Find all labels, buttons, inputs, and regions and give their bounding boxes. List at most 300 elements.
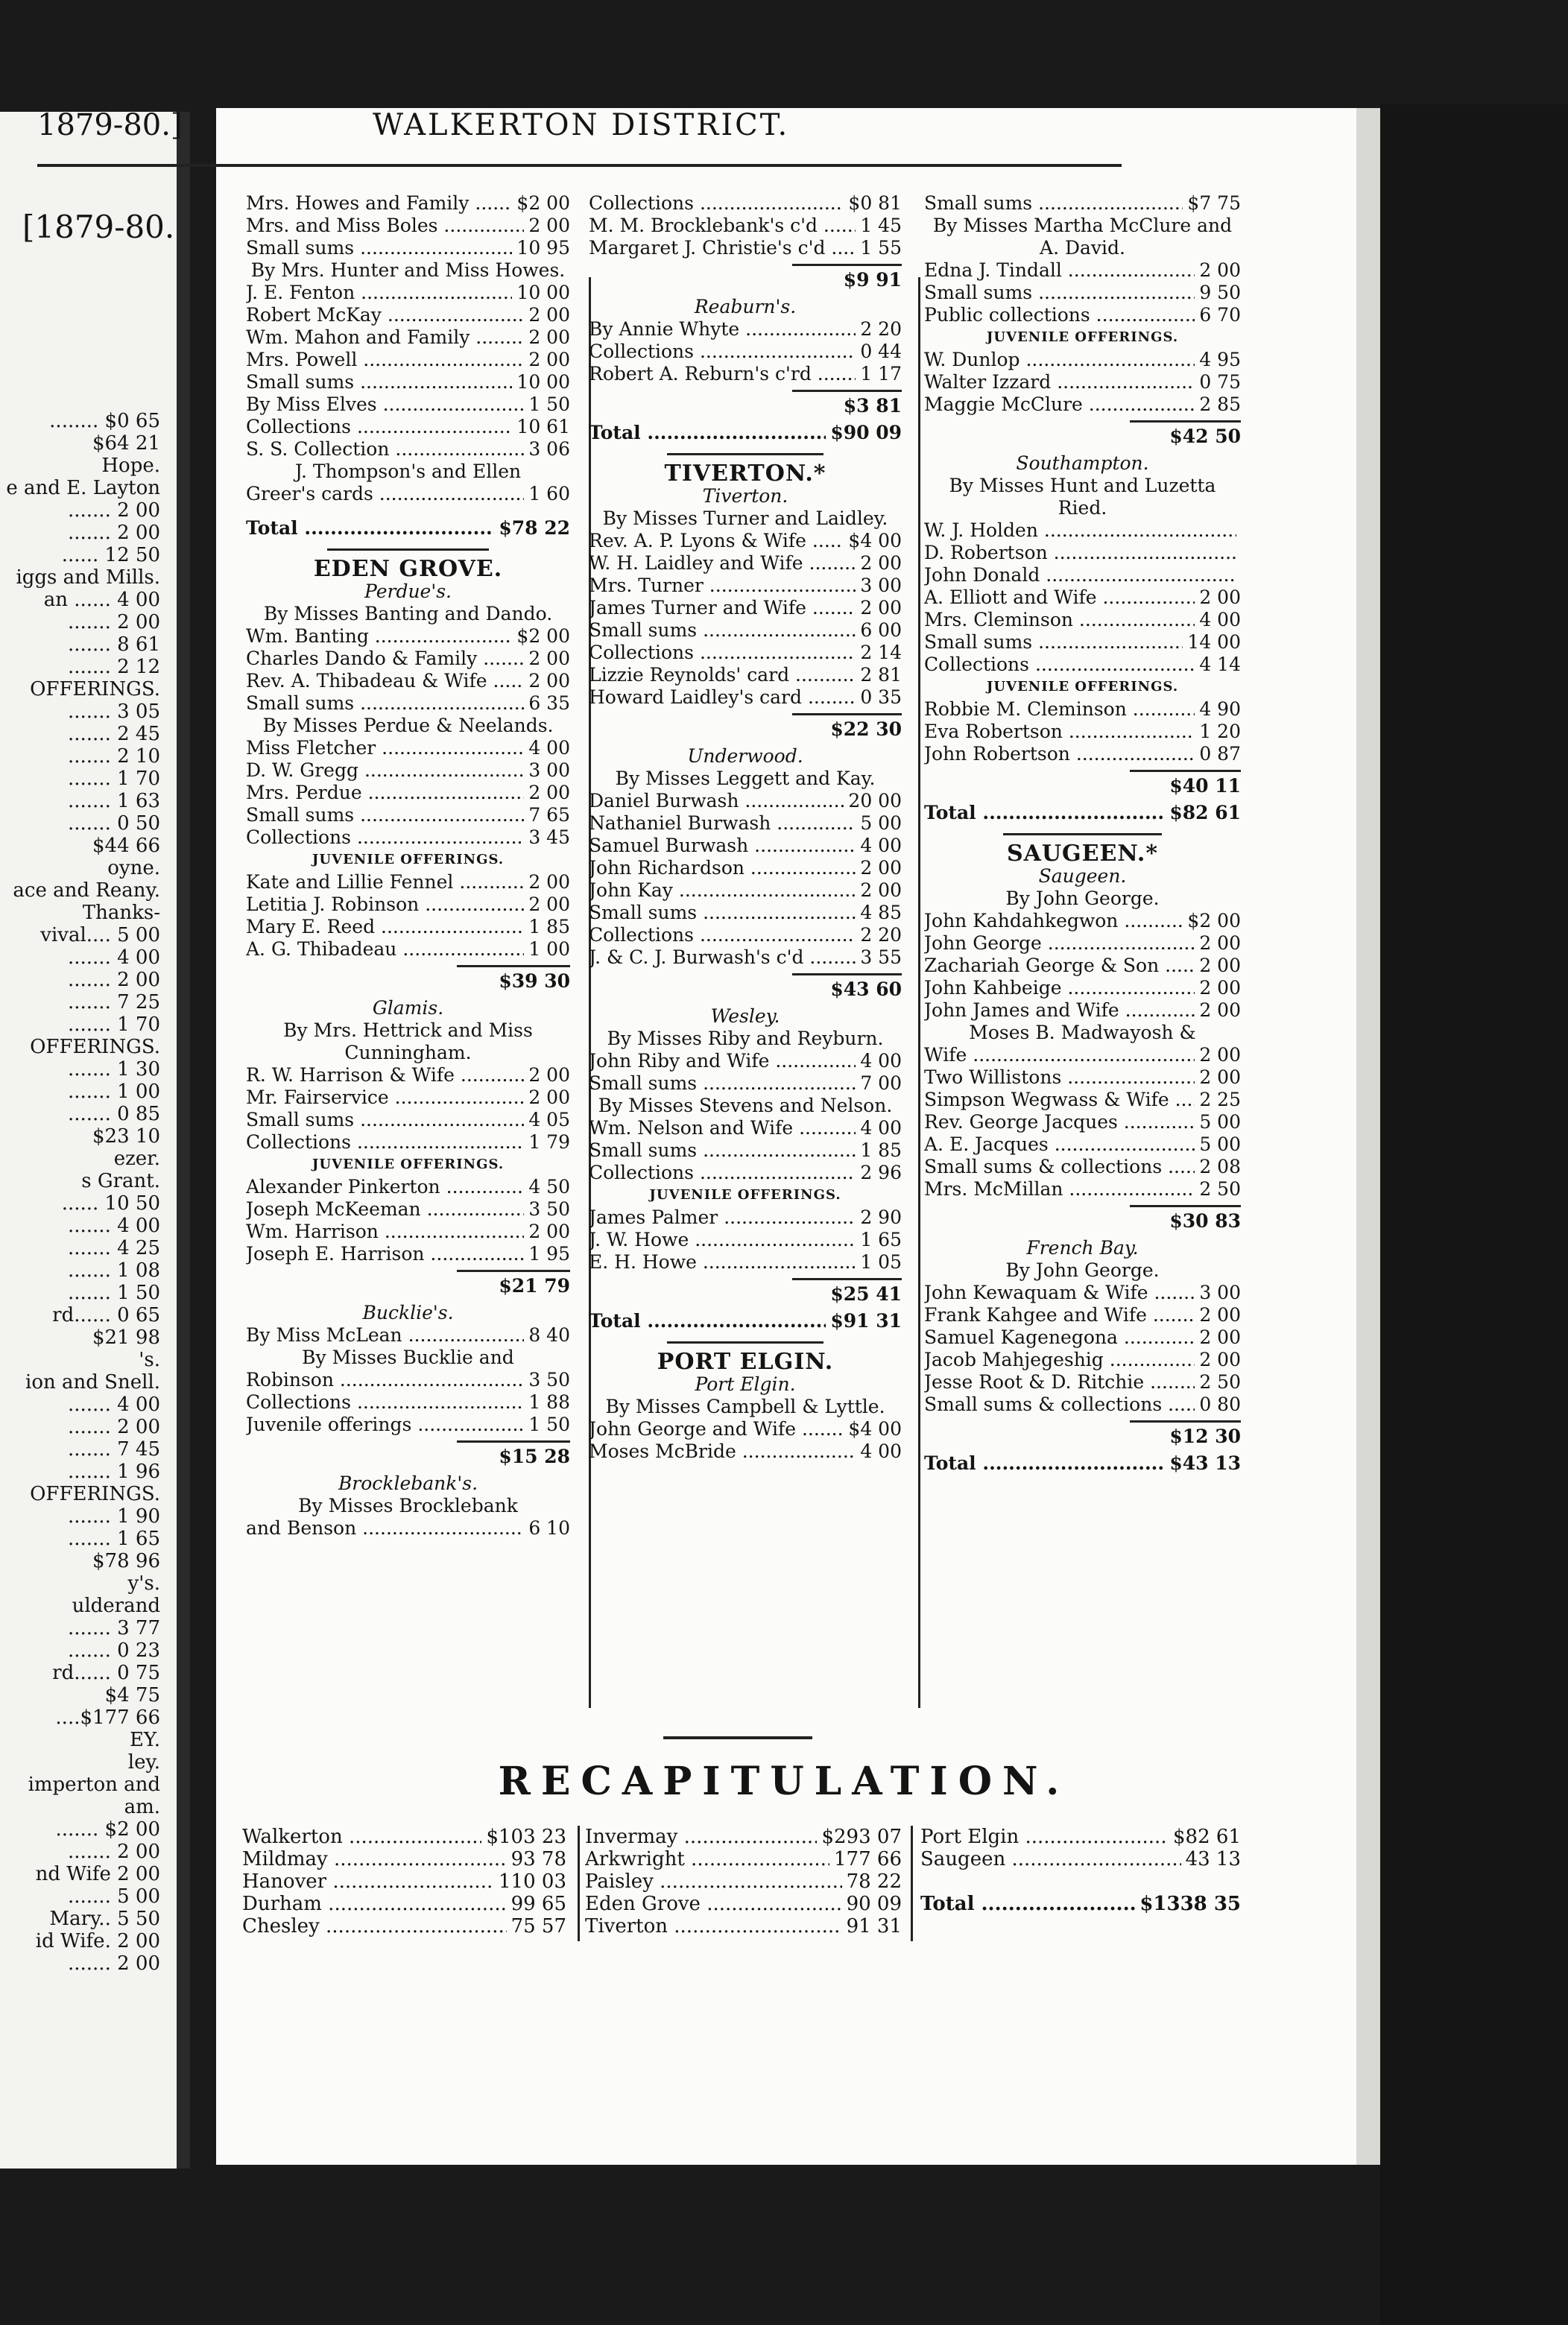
- page-number: 53: [1511, 108, 1549, 142]
- left-page-line: Thanks-: [82, 902, 160, 924]
- ledger-row: [246, 1198, 570, 1221]
- circuit-heading: EDEN GROVE.: [313, 556, 503, 582]
- entry-label: D. Robertson .....: [924, 542, 1236, 564]
- entry-label: James Turner and Wife .....: [589, 597, 856, 619]
- entry-amount: 2 25: [1199, 1089, 1241, 1110]
- ledger-row: [924, 1044, 1241, 1066]
- entry-label: Collections .....: [589, 924, 856, 946]
- entry-amount: 14 00: [1187, 631, 1241, 653]
- left-page-line: ley.: [127, 1751, 160, 1774]
- entry-label: R. W. Harrison & Wife .....: [246, 1064, 524, 1086]
- entry-amount: 7 65: [528, 804, 570, 826]
- entry-amount: 4 85: [860, 902, 902, 923]
- page-edge: [1356, 108, 1380, 2165]
- left-page-line: $64 21: [92, 432, 160, 455]
- entry-amount: 1 20: [1199, 721, 1241, 742]
- entry-label: A. E. Jacques .....: [924, 1133, 1195, 1156]
- entry-amount: 3 45: [528, 826, 570, 848]
- ledger-row: [246, 826, 570, 849]
- left-page-line: Mary.. 5 50: [49, 1908, 160, 1930]
- recap-amount: 93 78: [510, 1848, 566, 1870]
- subtotal: $25 41: [792, 1278, 902, 1306]
- entry-label: W. H. Laidley and Wife .....: [589, 552, 856, 575]
- entry-amount: 2 00: [528, 670, 570, 692]
- ledger-row: [924, 609, 1241, 631]
- entry-label: By Annie Whyte .....: [589, 318, 856, 341]
- entry-label: Rev. A. Thibadeau & Wife .....: [246, 670, 524, 692]
- entry-amount: 4 14: [1199, 654, 1241, 675]
- recap-label: Chesley .....: [242, 1915, 507, 1938]
- entry-label: Miss Fletcher .....: [246, 737, 524, 759]
- ledger-row: [589, 664, 902, 686]
- entry-amount: 2 14: [860, 642, 902, 663]
- recap-row: [920, 1870, 1241, 1893]
- left-page-line: am.: [124, 1796, 160, 1818]
- entry-amount: 1 95: [528, 1243, 570, 1265]
- entry-amount: 1 50: [528, 393, 570, 415]
- ledger-row: [246, 371, 570, 393]
- ledger-row: [924, 1326, 1241, 1349]
- entry-amount: 2 00: [528, 1086, 570, 1108]
- entry-amount: 2 00: [1199, 1326, 1241, 1348]
- juvenile-offerings-label: JUVENILE OFFERINGS.: [312, 852, 505, 867]
- entry-label: J. E. Fenton .....: [246, 282, 512, 304]
- ledger-row: [589, 318, 902, 341]
- ledger-row: [589, 879, 902, 902]
- entry-label: Jesse Root & D. Ritchie .....: [924, 1371, 1195, 1394]
- left-page-line: ....... 1 90: [67, 1505, 160, 1528]
- section-rule: [667, 1341, 823, 1344]
- ledger-row: [924, 1371, 1241, 1394]
- section-rule: [327, 548, 490, 551]
- circuit-heading: PORT ELGIN.: [657, 1349, 834, 1375]
- ledger-row: [924, 304, 1241, 326]
- entry-label: Robert A. Reburn's c'rd .....: [589, 363, 856, 385]
- entry-amount: $78 22: [499, 517, 570, 539]
- ledger-row: [246, 759, 570, 782]
- entry-amount: 10 95: [516, 237, 570, 259]
- entry-amount: $90 09: [830, 422, 902, 443]
- ledger-row: [924, 564, 1241, 586]
- entry-amount: 2 00: [1199, 259, 1241, 281]
- collector-note: By Misses Brocklebank: [298, 1495, 518, 1516]
- ledger-row: [246, 1414, 570, 1436]
- recap-label: Invermay .....: [585, 1826, 817, 1848]
- entry-label: E. H. Howe .....: [589, 1251, 856, 1274]
- ledger-row: [924, 1349, 1241, 1371]
- ledger-row: [589, 642, 902, 664]
- ledger-row: [589, 857, 902, 879]
- recap-label: Hanover .....: [242, 1870, 494, 1893]
- entry-label: Collections .....: [589, 1162, 856, 1184]
- recap-column-2: [585, 1826, 902, 1938]
- entry-label: Letitia J. Robinson .....: [246, 893, 524, 916]
- ledger-row: [589, 790, 902, 812]
- entry-amount: 2 85: [1199, 393, 1241, 415]
- collector-note: J. Thompson's and Ellen: [294, 461, 522, 482]
- juvenile-offerings-label: JUVENILE OFFERINGS.: [986, 329, 1179, 345]
- entry-label: Juvenile offerings .....: [246, 1414, 524, 1436]
- column-rule-2: [918, 277, 920, 1708]
- recap-amount: 91 31: [846, 1915, 902, 1938]
- left-page-line: $78 96: [92, 1550, 160, 1572]
- ledger-row: [589, 215, 902, 237]
- entry-amount: 2 00: [528, 215, 570, 236]
- circuit-heading: TIVERTON.*: [664, 461, 826, 487]
- entry-amount: 2 20: [860, 924, 902, 946]
- entry-amount: 1 85: [528, 916, 570, 937]
- entry-label: Small sums .....: [246, 1109, 524, 1131]
- ledger-row: [246, 1243, 570, 1265]
- entry-label: Collections .....: [589, 341, 856, 363]
- entry-label: Small sums .....: [924, 192, 1183, 215]
- entry-amount: 3 00: [860, 575, 902, 596]
- recap-label: Tiverton .....: [585, 1915, 842, 1938]
- ledger-row: [589, 1072, 902, 1095]
- recap-row: [242, 1893, 566, 1915]
- circuit-subheading: Bucklie's.: [362, 1302, 454, 1323]
- entry-amount: 1 85: [860, 1139, 902, 1161]
- entry-amount: 2 00: [1199, 1044, 1241, 1066]
- collector-note: By John George.: [1005, 1259, 1160, 1281]
- left-page-line: iggs and Mills.: [16, 566, 160, 589]
- entry-amount: 10 61: [516, 416, 570, 437]
- subtotal: $43 60: [792, 973, 902, 1001]
- entry-label: Small sums & collections .....: [924, 1394, 1195, 1416]
- collector-note: By Misses Turner and Laidley.: [602, 507, 888, 529]
- left-page-line: ace and Reany.: [13, 879, 160, 902]
- entry-amount: 2 00: [528, 871, 570, 893]
- entry-amount: 0 44: [860, 341, 902, 362]
- entry-label: Total .....: [589, 422, 826, 444]
- ledger-row: [246, 782, 570, 804]
- entry-label: Jacob Mahjegeshig .....: [924, 1349, 1195, 1371]
- ledger-row: [589, 530, 902, 552]
- left-page-line: ....... 1 30: [67, 1058, 160, 1081]
- ledger-row: [924, 1178, 1241, 1201]
- entry-amount: $43 13: [1169, 1452, 1241, 1474]
- left-page-line: id Wife. 2 00: [35, 1930, 160, 1952]
- left-page-line: ....... 2 00: [67, 1416, 160, 1438]
- left-page-header: [1879-80.: [22, 209, 175, 245]
- left-page-line: ....$177 66: [55, 1706, 160, 1729]
- left-page-line: ....... 4 00: [67, 1394, 160, 1416]
- left-page-line: ....... 0 85: [67, 1103, 160, 1125]
- entry-amount: 2 00: [860, 597, 902, 619]
- entry-amount: 6 35: [528, 692, 570, 714]
- entry-amount: 2 00: [1199, 999, 1241, 1021]
- left-page-line: ....... 1 50: [67, 1282, 160, 1304]
- entry-amount: 10 00: [516, 282, 570, 303]
- ledger-row: [246, 625, 570, 648]
- entry-label: Edna J. Tindall .....: [924, 259, 1195, 282]
- entry-label: Nathaniel Burwash .....: [589, 812, 856, 835]
- left-page-line: ....... 1 63: [67, 790, 160, 812]
- entry-amount: 2 90: [860, 1206, 902, 1228]
- left-page-line: ...... 10 50: [61, 1192, 160, 1215]
- entry-label: John Robertson .....: [924, 743, 1195, 765]
- recap-row: [585, 1893, 902, 1915]
- section-rule: [1003, 833, 1162, 835]
- ledger-row: [589, 1418, 902, 1440]
- entry-amount: 4 00: [528, 737, 570, 759]
- left-page-line: $21 98: [92, 1326, 160, 1349]
- left-page-line: ...... 12 50: [61, 544, 160, 566]
- entry-amount: 4 50: [528, 1176, 570, 1198]
- collector-note: By Misses Leggett and Kay.: [615, 768, 876, 789]
- entry-label: John James and Wife .....: [924, 999, 1195, 1022]
- entry-label: Joseph E. Harrison .....: [246, 1243, 524, 1265]
- spacer: [246, 505, 570, 517]
- ledger-row: [246, 192, 570, 215]
- left-page-line: ....... 0 23: [67, 1639, 160, 1662]
- subtotal: $40 11: [1130, 770, 1241, 797]
- left-page-line: ....... $2 00: [55, 1818, 160, 1841]
- ledger-row: [246, 237, 570, 259]
- entry-amount: 10 00: [516, 371, 570, 393]
- circuit-subheading: Southampton.: [1016, 452, 1149, 474]
- entry-amount: 2 00: [1199, 977, 1241, 999]
- ledger-row: [246, 1324, 570, 1347]
- juvenile-offerings-label: JUVENILE OFFERINGS.: [649, 1187, 841, 1203]
- entry-amount: 4 05: [528, 1109, 570, 1130]
- entry-label: Small sums .....: [589, 902, 856, 924]
- ledger-row: [924, 1304, 1241, 1326]
- entry-amount: $7 75: [1187, 192, 1241, 214]
- entry-amount: $82 61: [1169, 802, 1241, 823]
- left-page-line: $4 75: [104, 1684, 160, 1706]
- left-page-line: $44 66: [92, 835, 160, 857]
- ledger-row: [924, 542, 1241, 564]
- column-3: [924, 192, 1241, 1475]
- entry-amount: $2 00: [1187, 910, 1241, 931]
- recap-amount: 78 22: [846, 1870, 902, 1893]
- recap-label: Paisley .....: [585, 1870, 842, 1893]
- column-2: [589, 192, 902, 1463]
- left-page-line: ....... 1 96: [67, 1461, 160, 1483]
- left-page-line: ....... 2 12: [67, 656, 160, 678]
- circuit-subheading: Port Elgin.: [695, 1373, 796, 1395]
- subtotal: $3 81: [792, 390, 902, 417]
- entry-amount: 1 55: [860, 237, 902, 259]
- left-page-line: ....... 8 61: [67, 633, 160, 656]
- entry-amount: 2 00: [1199, 955, 1241, 976]
- circuit-subheading: Reaburn's.: [694, 296, 797, 317]
- ledger-row: [246, 916, 570, 938]
- left-page-line: ....... 0 50: [67, 812, 160, 835]
- entry-amount: 20 00: [848, 790, 902, 812]
- entry-label: Mrs. and Miss Boles .....: [246, 215, 524, 237]
- entry-amount: 2 00: [1199, 932, 1241, 954]
- circuit-subheading: Saugeen.: [1038, 865, 1127, 887]
- recap-label: Port Elgin .....: [920, 1826, 1169, 1848]
- entry-label: Small sums .....: [246, 692, 524, 715]
- ledger-row: [246, 483, 570, 505]
- ledger-row: [589, 597, 902, 619]
- entry-label: Total .....: [924, 1452, 1165, 1475]
- collector-note: By Misses Banting and Dando.: [263, 603, 553, 624]
- ledger-row: [589, 1251, 902, 1274]
- entry-amount: 3 06: [528, 438, 570, 460]
- left-page-line: ....... 4 00: [67, 946, 160, 969]
- entry-amount: 2 00: [1199, 586, 1241, 608]
- entry-label: Mrs. Cleminson .....: [924, 609, 1195, 631]
- left-page-line: e and E. Layton: [6, 477, 160, 499]
- entry-amount: 2 20: [860, 318, 902, 340]
- ledger-row: [924, 282, 1241, 304]
- ledger-row: [589, 341, 902, 363]
- left-page-line: ....... 1 70: [67, 1013, 160, 1036]
- ledger-row: [589, 552, 902, 575]
- collector-note: By Misses Martha McClure and A. David.: [932, 215, 1233, 259]
- entry-label: Small sums & collections .....: [924, 1156, 1195, 1178]
- entry-amount: 3 50: [528, 1198, 570, 1220]
- ledger-row: [246, 737, 570, 759]
- entry-label: Small sums .....: [246, 371, 512, 393]
- recap-label: Saugeen .....: [920, 1848, 1181, 1870]
- recap-row: [920, 1826, 1241, 1848]
- ledger-row: [246, 804, 570, 826]
- left-page-line: ....... 1 65: [67, 1528, 160, 1550]
- left-page-lines: [0, 410, 160, 1975]
- entry-label: Kate and Lillie Fennel .....: [246, 871, 524, 893]
- entry-label: John Donald .....: [924, 564, 1236, 586]
- recap-amount: 43 13: [1185, 1848, 1241, 1870]
- left-page-line: ....... 2 10: [67, 745, 160, 768]
- left-page-line: Hope.: [101, 455, 160, 477]
- ledger-row: [246, 938, 570, 961]
- recap-amount: 110 03: [499, 1870, 566, 1893]
- entry-label: Robinson .....: [246, 1369, 524, 1391]
- entry-label: D. W. Gregg .....: [246, 759, 524, 782]
- ledger-row: [246, 1517, 570, 1540]
- ledger-row: [246, 1176, 570, 1198]
- recap-amount: 90 09: [846, 1893, 902, 1915]
- ledger-row: [246, 416, 570, 438]
- left-page-line: vival.... 5 00: [40, 924, 160, 946]
- ledger-row: [246, 670, 570, 692]
- header-rule: [37, 164, 1122, 167]
- entry-amount: 5 00: [860, 812, 902, 834]
- circuit-subheading: Underwood.: [687, 745, 803, 767]
- circuit-subheading: Brocklebank's.: [338, 1472, 478, 1494]
- entry-amount: 4 00: [860, 1440, 902, 1462]
- entry-label: Moses McBride .....: [589, 1440, 856, 1463]
- entry-amount: 2 00: [860, 857, 902, 879]
- entry-label: John Kay .....: [589, 879, 856, 902]
- left-page-line: ....... 2 00: [67, 499, 160, 522]
- circuit-subheading: French Bay.: [1026, 1237, 1139, 1259]
- recap-title: RECAPITULATION.: [498, 1759, 1070, 1804]
- ledger-row: [246, 1391, 570, 1414]
- entry-amount: 4 00: [860, 1050, 902, 1072]
- ledger-row: [924, 1089, 1241, 1111]
- ledger-row: [246, 1221, 570, 1243]
- ledger-row: [924, 802, 1241, 824]
- entry-label: Alexander Pinkerton .....: [246, 1176, 524, 1198]
- entry-label: Collections .....: [924, 654, 1195, 676]
- entry-amount: 3 00: [528, 759, 570, 781]
- entry-amount: 2 00: [1199, 1304, 1241, 1326]
- recap-rule-1: [578, 1826, 580, 1941]
- entry-label: Mrs. Perdue .....: [246, 782, 524, 804]
- entry-label: Small sums .....: [246, 804, 524, 826]
- subtotal: $42 50: [1130, 420, 1241, 448]
- entry-amount: $4 00: [848, 1418, 902, 1440]
- recap-amount: $103 23: [486, 1826, 566, 1848]
- recap-amount: $1338 35: [1139, 1893, 1241, 1915]
- recap-rule: [663, 1736, 812, 1739]
- left-page-line: oyne.: [107, 857, 160, 879]
- recap-row: [242, 1870, 566, 1893]
- ledger-row: [924, 910, 1241, 932]
- left-page-line: imperton and: [28, 1774, 160, 1796]
- ledger-row: [589, 619, 902, 642]
- ledger-row: [589, 1050, 902, 1072]
- left-page-line: an ...... 4 00: [43, 589, 160, 611]
- header-title: WALKERTON DISTRICT.: [373, 108, 790, 142]
- ledger-row: [589, 1162, 902, 1184]
- entry-label: James Palmer .....: [589, 1206, 856, 1229]
- entry-label: Total .....: [589, 1310, 826, 1332]
- recap-amount: 75 57: [510, 1915, 566, 1938]
- entry-label: A. G. Thibadeau .....: [246, 938, 524, 961]
- entry-amount: 1 60: [528, 483, 570, 504]
- entry-amount: 4 90: [1199, 698, 1241, 720]
- entry-amount: 1 50: [528, 1414, 570, 1435]
- entry-label: Mrs. McMillan .....: [924, 1178, 1195, 1201]
- entry-label: Collections .....: [589, 192, 844, 215]
- left-page-line: ezer.: [113, 1148, 160, 1170]
- entry-label: Rev. A. P. Lyons & Wife .....: [589, 530, 844, 552]
- ledger-row: [924, 519, 1241, 542]
- collector-note: By Misses Riby and Reyburn.: [607, 1028, 884, 1049]
- entry-amount: 1 00: [528, 938, 570, 960]
- entry-amount: 3 00: [1199, 1282, 1241, 1303]
- ledger-row: [924, 654, 1241, 676]
- entry-amount: 6 00: [860, 619, 902, 641]
- ledger-row: [589, 575, 902, 597]
- circuit-subheading: Glamis.: [372, 997, 444, 1019]
- entry-label: S. S. Collection .....: [246, 438, 524, 461]
- left-page-line: ....... 3 77: [67, 1617, 160, 1639]
- entry-amount: 1 45: [860, 215, 902, 236]
- ledger-row: [589, 1139, 902, 1162]
- entry-label: Collections .....: [589, 642, 856, 664]
- ledger-row: [246, 517, 570, 540]
- entry-amount: 2 00: [1199, 1066, 1241, 1088]
- recap-amount: 99 65: [510, 1893, 566, 1915]
- collector-note: By Misses Hunt and Luzetta Ried.: [949, 475, 1216, 519]
- entry-amount: 4 00: [1199, 609, 1241, 630]
- collector-note: By Mrs. Hunter and Miss Howes.: [250, 259, 566, 281]
- entry-label: Wm. Banting .....: [246, 625, 512, 648]
- recap-label: Eden Grove .....: [585, 1893, 842, 1915]
- left-page-line: ....... 4 00: [67, 1215, 160, 1237]
- entry-amount: 1 17: [860, 363, 902, 385]
- book-gutter: [177, 112, 190, 2169]
- ledger-row: [924, 371, 1241, 393]
- ledger-row: [589, 812, 902, 835]
- entry-label: John Kahdahkegwon .....: [924, 910, 1183, 932]
- subtotal: $9 91: [792, 264, 902, 291]
- left-page-line: y's.: [127, 1572, 160, 1595]
- ledger-row: [246, 692, 570, 715]
- ledger-row: [589, 902, 902, 924]
- recap-column-1: [242, 1826, 566, 1938]
- ledger-row: [924, 259, 1241, 282]
- entry-label: Mary E. Reed .....: [246, 916, 524, 938]
